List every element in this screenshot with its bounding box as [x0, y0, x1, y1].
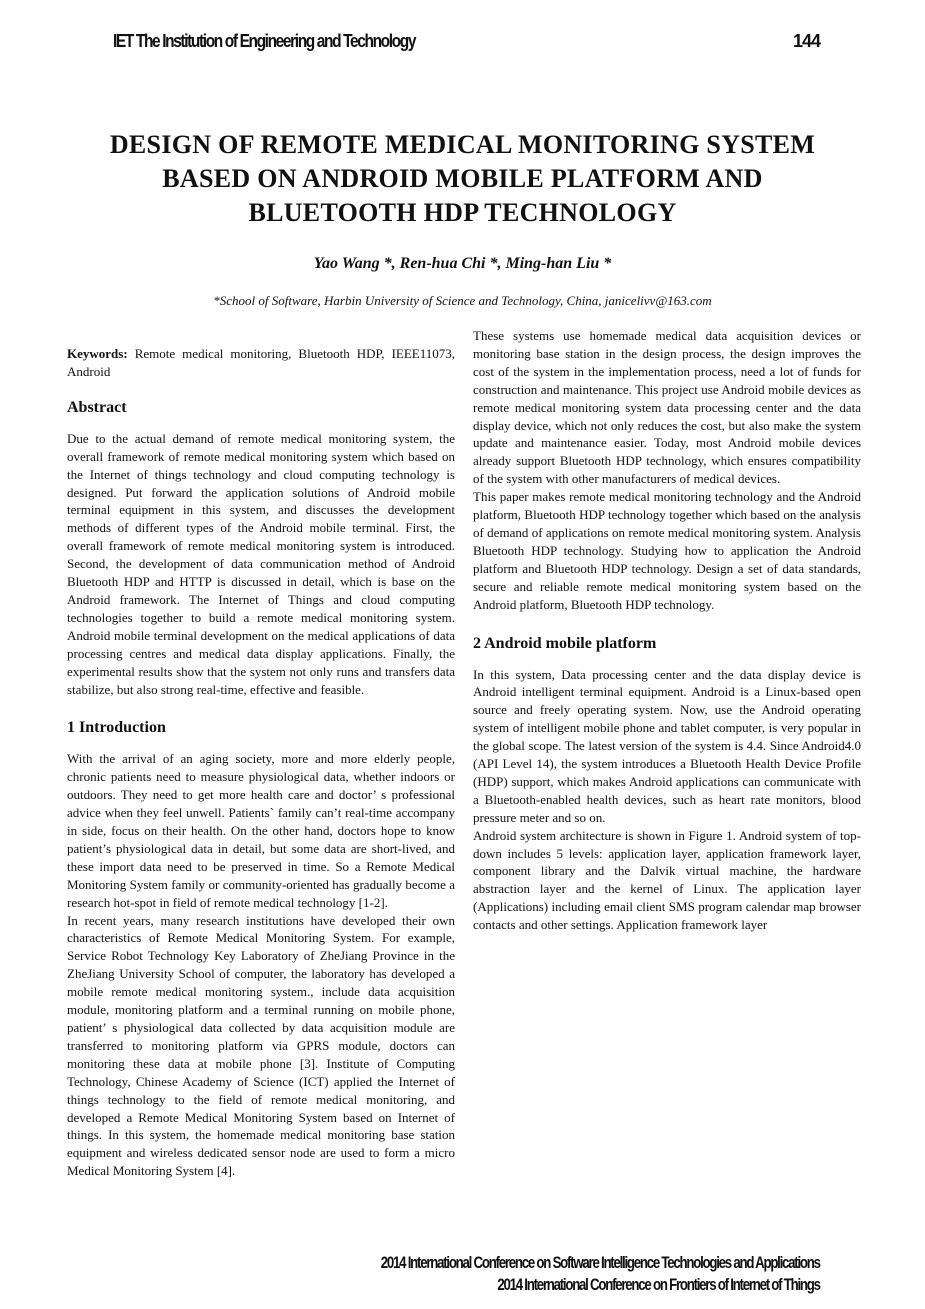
footer-line: 2014 International Conference on Frontiers of Internet of Things — [497, 1275, 820, 1294]
section2-paragraph: In this system, Data processing center and the data display device is Android intelligent terminal equipment. Android is a Linux-based open source and freely operating system. Now, use the Android operating system of intelligent mobile phone and tablet computer, is very popular in the global scope. The latest version of the system is 4.4. Since Android4.0 (API Level 14), the system introduces a Bluetooth Health Device Profile (HDP) support, which makes Android applications can communicate with a Bluetooth-enabled health devices, such as heart rate monitors, blood pressure meter and so on. — [473, 666, 861, 825]
title-line: DESIGN OF REMOTE MEDICAL MONITORING SYSTEM — [109, 130, 816, 159]
running-header — [113, 31, 823, 57]
section-heading: 1 Introduction — [67, 719, 166, 737]
paper-title — [40, 128, 885, 230]
title-line: BASED ON ANDROID MOBILE PLATFORM AND — [162, 164, 763, 193]
page-number: 144 — [792, 31, 820, 51]
section-heading: 2 Android mobile platform — [473, 634, 657, 652]
intro-paragraph-continued: In recent years, many research institutions have developed their own characteristics of Remote Medical Monitoring System. For example, Service Robot Technology Key Laboratory of ZheJiang Province in the ZheJiang University School of computer, the laboratory has developed a mobile remote medical monitoring system., include data acquisition module, monitoring platform and a terminal running on mobile phone, patient’ s physiological data collected by data acquisition module are transferred to monitoring platform via GPRS module, doctors can monitoring these data at mobile phone [3]. Institute of Computing Technology, Chinese Academy of Science (ICT) applied the Internet of things technology to the field of remote medical monitoring, and developed a Remote Medical Monitoring System based on Internet of things. In this system, the homemade medical monitoring base station equipment and wireless dedicated sensor node are used to form a micro Medical Monitoring System [4]. — [67, 912, 455, 1179]
intro-paragraph: These systems use homemade medical data acquisition devices or monitoring base station in the design process, the design improves the cost of the system in the implementation process, need a lot of funds for construction and maintenance. This project use Android mobile devices as remote medical monitoring system data processing center and the data display device, which not only reduces the cost, but also make the system update and maintenance easier. Today, most Android mobile devices already support Bluetooth HDP technology, which ensures compatibility of the system with other manufacturers of medical devices. — [473, 328, 861, 487]
keywords-label: Keywords: — [67, 346, 128, 361]
left-column — [67, 345, 455, 1180]
right-column — [473, 327, 861, 934]
author-list: Yao Wang *, Ren-hua Chi *, Ming-han Liu * — [313, 255, 612, 272]
conference-footer — [257, 1252, 820, 1296]
section2-paragraph: Android system architecture is shown in Figure 1. Android system of top-down includes 5 levels: application layer, application framework layer, component library and the Dalvik virtual machine, the hardware abstraction layer and the kernel of Linux. The application layer (Applications) including email client SMS program calendar map browser contacts and other settings. Application framework layer — [473, 827, 861, 933]
intro-paragraph: This paper makes remote medical monitoring technology and the Android platform, Bluetooth HDP technology together which based on the analysis of demand of applications on remote medical monitoring system. Analysis Bluetooth HDP technology. Studying how to application the Android platform and Bluetooth HDP technology. Design a set of data standards, secure and reliable remote medical monitoring system based on the Android platform, Bluetooth HDP technology. — [473, 489, 861, 612]
abstract-heading: Abstract — [67, 398, 127, 416]
abstract-text: Due to the actual demand of remote medical monitoring system, the overall framework of remote medical monitoring system which based on the Internet of things technology and cloud computing technology is designed. Put forward the application solutions of Android mobile terminal equipment in this system, and discusses the development methods of different types of the Android mobile terminal. First, the overall framework of remote medical monitoring system is introduced. Second, the development of data communication method of Android Bluetooth HDP and HTTP is discussed in detail, which is base on the Android framework. The Internet of Things and cloud computing technologies together to build a remote medical monitoring system. Android mobile terminal development on the medical applications of data processing centres and medical data display applications. Finally, the experimental results show that the system not only runs and transfers data stabilize, but also strong real-time, effective and feasible. — [67, 430, 455, 697]
publisher-logo-text: IET The Institution of Engineering and Technology — [113, 31, 416, 51]
footer-line: 2014 International Conference on Software Intelligence Technologies and Applications — [381, 1253, 820, 1272]
title-line: BLUETOOTH HDP TECHNOLOGY — [248, 198, 677, 227]
intro-paragraph: With the arrival of an aging society, more and more elderly people, chronic patients need to measure physiological data, whether indoors or outdoors. They need to get more health care and doctor’ s professional advice when they feel unwell. Patients` family can’t real-time accompany in side, focus on their health. On the other hand, doctors hope to know patient’s physiological data in detail, but some data are short-lived, and these import data need to be preserved in time. So a Remote Medical Monitoring System family or community-oriented has gradually become a research hot-spot in field of remote medical technology [1-2]. — [67, 751, 455, 910]
keywords — [67, 345, 455, 381]
affiliation: *School of Software, Harbin University of Science and Technology, China, janicelivv@163.com — [213, 293, 712, 308]
keywords-text: Remote medical monitoring, Bluetooth HDP, IEEE11073, Android — [67, 346, 456, 379]
